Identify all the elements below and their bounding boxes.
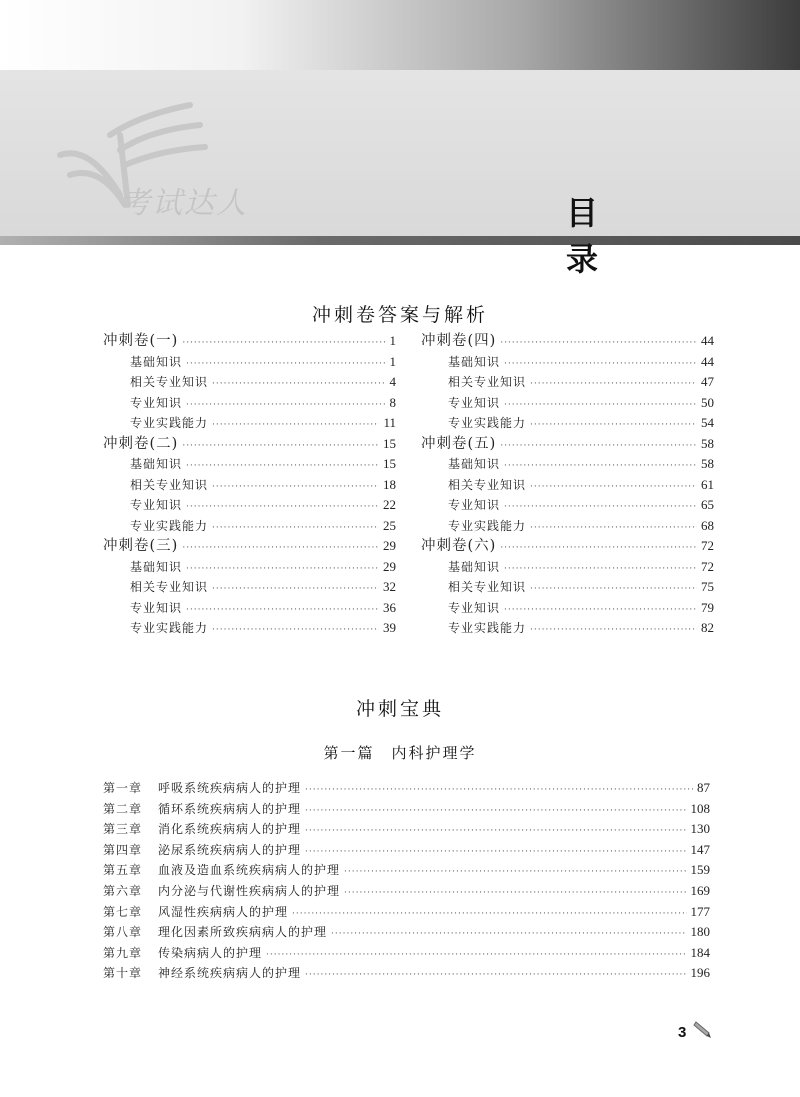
- canon-section-title: 冲刺宝典: [355, 698, 444, 720]
- sprint-paper-entry-label: 冲刺卷(一): [103, 333, 179, 349]
- dot-leader: [504, 559, 697, 580]
- sprint-subsection-entry[interactable]: [421, 516, 714, 537]
- sprint-subsection-entry[interactable]: [421, 475, 714, 496]
- sprint-subsection-entry[interactable]: [103, 352, 396, 373]
- dot-leader: [305, 842, 686, 863]
- sprint-subsection-entry-page: 4: [389, 374, 396, 389]
- sprint-subsection-entry-page: 72: [701, 558, 714, 574]
- chapter-title: 循环系统疾病病人的护理: [158, 801, 302, 816]
- chapter-entry[interactable]: [103, 840, 710, 861]
- sprint-subsection-entry-label: 专业实践能力: [448, 621, 527, 635]
- logo-text: 考试达人: [120, 186, 248, 221]
- chapter-page: 196: [690, 965, 710, 981]
- sprint-paper-entry[interactable]: [103, 434, 396, 455]
- sprint-paper-entry[interactable]: [421, 536, 714, 557]
- chapter-number: 第五章: [103, 863, 143, 878]
- dot-leader: [305, 801, 686, 822]
- chapter-page: 108: [690, 800, 710, 816]
- dot-leader: [504, 354, 697, 375]
- sprint-subsection-entry-label: 相关专业知识: [130, 375, 209, 389]
- sprint-paper-entry-label: 冲刺卷(三): [103, 538, 179, 554]
- sprint-subsection-entry[interactable]: [103, 372, 396, 393]
- sprint-section-title: 冲刺卷答案与解析: [311, 304, 488, 326]
- dot-leader: [212, 374, 385, 395]
- dot-leader: [212, 518, 379, 539]
- sprint-subsection-entry-label: 相关专业知识: [130, 477, 209, 492]
- dot-leader: [500, 333, 697, 354]
- sprint-subsection-entry-label: 基础知识: [448, 559, 501, 574]
- part-title: 第一篇 内科护理学: [323, 744, 477, 762]
- sprint-paper-entry-label: 冲刺卷(六): [421, 538, 497, 554]
- sprint-subsection-entry[interactable]: [103, 454, 396, 475]
- sprint-subsection-entry-page: 32: [383, 579, 396, 594]
- sprint-subsection-entry-page: 75: [701, 579, 714, 594]
- sprint-paper-entry-label: 冲刺卷(四): [421, 333, 497, 349]
- dot-leader: [212, 579, 379, 600]
- chapter-entry[interactable]: [103, 922, 710, 943]
- chapter-number: 第二章: [103, 801, 143, 816]
- sprint-paper-entry[interactable]: [103, 331, 396, 352]
- chapter-number: 第三章: [103, 822, 143, 837]
- dot-leader: [186, 456, 379, 477]
- sprint-paper-entry[interactable]: [103, 536, 396, 557]
- chapter-entry[interactable]: [103, 902, 710, 923]
- sprint-subsection-entry-label: 专业知识: [448, 395, 501, 410]
- dot-leader: [305, 965, 686, 986]
- chapter-number: 第一章: [103, 781, 143, 795]
- chapter-title: 血液及造血系统疾病病人的护理: [158, 863, 341, 878]
- sprint-subsection-entry-page: 79: [701, 599, 714, 615]
- sprint-subsection-entry-label: 相关专业知识: [448, 580, 527, 594]
- chapter-entry[interactable]: [103, 881, 710, 902]
- chapter-entry[interactable]: [103, 943, 710, 964]
- dot-leader: [331, 924, 686, 945]
- sprint-subsection-entry-label: 专业实践能力: [130, 518, 209, 533]
- sprint-paper-entry-page: 72: [701, 538, 714, 553]
- dot-leader: [500, 538, 697, 559]
- sprint-paper-entry-label: 冲刺卷(二): [103, 435, 179, 452]
- sprint-subsection-entry-label: 专业知识: [130, 600, 183, 615]
- sprint-subsection-entry[interactable]: [103, 413, 396, 434]
- chapter-page: 180: [690, 924, 710, 940]
- sprint-subsection-entry[interactable]: [421, 372, 714, 393]
- chapter-entry[interactable]: [103, 963, 710, 984]
- chapter-title: 内分泌与代谢性疾病病人的护理: [158, 883, 341, 898]
- sprint-subsection-entry-page: 1: [389, 353, 396, 369]
- chapter-page: 169: [690, 882, 710, 898]
- dot-leader: [530, 579, 697, 600]
- chapter-page: 177: [690, 903, 710, 919]
- chapter-title: 神经系统疾病病人的护理: [158, 966, 302, 981]
- sprint-subsection-entry-page: 25: [383, 517, 396, 533]
- dot-leader: [530, 415, 697, 436]
- sprint-subsection-entry[interactable]: [421, 352, 714, 373]
- sprint-paper-entry-label: 冲刺卷(五): [421, 435, 497, 452]
- dot-leader: [266, 945, 686, 966]
- chapter-page: 184: [690, 944, 710, 960]
- dot-leader: [186, 600, 379, 621]
- sprint-subsection-entry-label: 专业实践能力: [130, 416, 209, 430]
- chapter-title: 传染病病人的护理: [158, 945, 263, 960]
- sprint-subsection-entry-label: 基础知识: [130, 457, 183, 471]
- sprint-subsection-entry-page: 39: [383, 620, 396, 635]
- dot-leader: [212, 477, 379, 498]
- sprint-subsection-entry[interactable]: [421, 454, 714, 475]
- sprint-subsection-entry-label: 基础知识: [130, 559, 183, 574]
- sprint-subsection-entry-page: 47: [701, 374, 714, 389]
- dot-leader: [182, 333, 385, 354]
- sprint-subsection-entry-page: 36: [383, 599, 396, 615]
- chapter-page: 87: [697, 780, 710, 795]
- page-number: 3: [678, 1024, 687, 1041]
- sprint-subsection-entry-page: 22: [383, 497, 396, 512]
- sprint-subsection-entry-label: 相关专业知识: [448, 477, 527, 492]
- chapter-title: 理化因素所致疾病病人的护理: [158, 925, 328, 940]
- sprint-subsection-entry[interactable]: [421, 495, 714, 516]
- sprint-paper-entry[interactable]: [421, 434, 714, 455]
- sprint-subsection-entry[interactable]: [103, 475, 396, 496]
- sprint-subsection-entry-label: 专业实践能力: [448, 416, 527, 430]
- sprint-subsection-entry[interactable]: [421, 598, 714, 619]
- dot-leader: [504, 600, 697, 621]
- sprint-subsection-entry-page: 65: [701, 497, 714, 512]
- dot-leader: [292, 904, 686, 925]
- sprint-subsection-entry[interactable]: [421, 577, 714, 598]
- dot-leader: [530, 374, 697, 395]
- dot-leader: [344, 883, 686, 904]
- sprint-paper-entry-page: 1: [389, 333, 396, 348]
- sprint-subsection-entry-label: 相关专业知识: [130, 580, 209, 594]
- dot-leader: [504, 497, 697, 518]
- chapter-page: 130: [690, 821, 710, 837]
- dot-leader: [212, 620, 379, 641]
- sprint-subsection-entry[interactable]: [421, 618, 714, 639]
- chapter-number: 第八章: [103, 925, 143, 940]
- dot-leader: [530, 477, 697, 498]
- dot-leader: [186, 497, 379, 518]
- dot-leader: [530, 620, 697, 641]
- sprint-subsection-entry[interactable]: [103, 557, 396, 578]
- dot-leader: [344, 862, 686, 883]
- dot-leader: [186, 395, 385, 416]
- chapter-entry[interactable]: [103, 778, 710, 799]
- sprint-subsection-entry-page: 61: [701, 476, 714, 492]
- dot-leader: [186, 559, 379, 580]
- dot-leader: [530, 518, 697, 539]
- chapter-title: 泌尿系统疾病病人的护理: [158, 842, 302, 857]
- dot-leader: [212, 415, 379, 436]
- sprint-subsection-entry-label: 专业知识: [448, 498, 501, 512]
- dot-leader: [504, 395, 697, 416]
- dot-leader: [182, 538, 379, 559]
- sprint-subsection-entry-page: 50: [701, 394, 714, 410]
- sprint-toc-left-column: [103, 331, 396, 639]
- dot-leader: [305, 780, 693, 801]
- sprint-paper-entry-page: 29: [383, 538, 396, 553]
- chapter-title: 消化系统疾病病人的护理: [158, 822, 302, 837]
- sprint-subsection-entry[interactable]: [421, 557, 714, 578]
- sprint-subsection-entry-label: 基础知识: [448, 354, 501, 369]
- sprint-subsection-entry-label: 专业知识: [130, 498, 183, 512]
- sprint-subsection-entry-label: 相关专业知识: [448, 375, 527, 389]
- sprint-paper-entry-page: 58: [701, 435, 714, 451]
- chapter-page: 147: [690, 841, 710, 857]
- dot-leader: [305, 821, 686, 842]
- sprint-subsection-entry-page: 54: [701, 415, 714, 430]
- chapter-title: 呼吸系统疾病病人的护理: [158, 781, 302, 795]
- sprint-subsection-entry-page: 29: [383, 558, 396, 574]
- sprint-subsection-entry[interactable]: [421, 413, 714, 434]
- page-title: 目 录: [566, 194, 659, 278]
- sprint-subsection-entry[interactable]: [103, 618, 396, 639]
- sprint-subsection-entry-page: 58: [701, 456, 714, 471]
- chapter-entry[interactable]: [103, 819, 710, 840]
- sprint-toc-right-column: [421, 331, 714, 639]
- sprint-subsection-entry[interactable]: [421, 393, 714, 414]
- sprint-subsection-entry-label: 专业实践能力: [448, 518, 527, 533]
- chapter-entry[interactable]: [103, 799, 710, 820]
- sprint-subsection-entry-label: 专业知识: [130, 395, 183, 410]
- chapter-number: 第七章: [103, 904, 143, 919]
- chapter-toc-list: [103, 778, 710, 984]
- sprint-subsection-entry-label: 专业实践能力: [130, 621, 209, 635]
- chapter-number: 第十章: [103, 966, 143, 981]
- dot-leader: [186, 354, 385, 375]
- dot-leader: [500, 436, 697, 457]
- sprint-paper-entry[interactable]: [421, 331, 714, 352]
- sprint-paper-entry-page: 15: [383, 435, 396, 451]
- sprint-subsection-entry-page: 11: [383, 415, 396, 430]
- dot-leader: [182, 436, 379, 457]
- chapter-number: 第九章: [103, 945, 143, 960]
- dot-leader: [504, 456, 697, 477]
- sprint-subsection-entry-page: 44: [701, 353, 714, 369]
- sprint-subsection-entry-page: 15: [383, 456, 396, 471]
- sprint-subsection-entry[interactable]: [103, 577, 396, 598]
- sprint-subsection-entry-page: 8: [389, 394, 396, 410]
- sprint-subsection-entry-page: 82: [701, 620, 714, 635]
- sprint-subsection-entry[interactable]: [103, 516, 396, 537]
- chapter-title: 风湿性疾病病人的护理: [158, 904, 289, 919]
- sprint-subsection-entry-page: 18: [383, 476, 396, 492]
- sprint-subsection-entry[interactable]: [103, 598, 396, 619]
- header-banner-gradient: [0, 0, 800, 70]
- sprint-subsection-entry-page: 68: [701, 517, 714, 533]
- sprint-subsection-entry[interactable]: [103, 495, 396, 516]
- sprint-subsection-entry[interactable]: [103, 393, 396, 414]
- chapter-number: 第六章: [103, 883, 143, 898]
- sprint-subsection-entry-label: 基础知识: [130, 354, 183, 369]
- chapter-page: 159: [690, 862, 710, 878]
- chapter-number: 第四章: [103, 842, 143, 857]
- sprint-paper-entry-page: 44: [701, 333, 714, 348]
- chapter-entry[interactable]: [103, 860, 710, 881]
- sprint-subsection-entry-label: 专业知识: [448, 600, 501, 615]
- pencil-icon: [692, 1018, 714, 1040]
- sprint-subsection-entry-label: 基础知识: [448, 457, 501, 471]
